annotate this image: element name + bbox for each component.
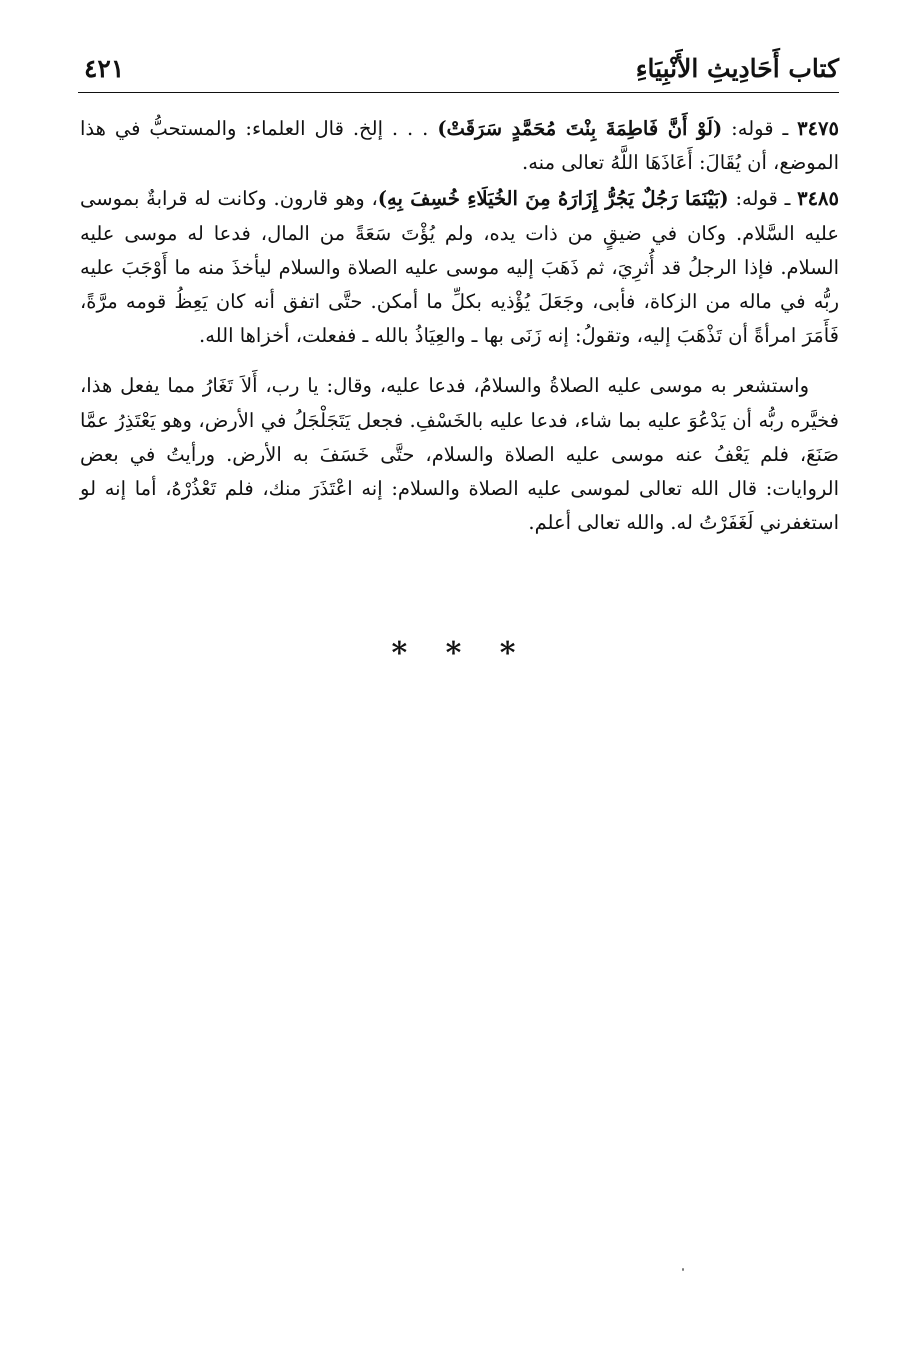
continuation-paragraph: واستشعر به موسى عليه الصلاةُ والسلامُ، فدعا عليه، وقال: يا رب، أَلاَ تَغَارُ مما يفعل هذا، فخيَّره ربُّه أن يَدْعُوَ عليه بما شاء، فدعا عليه بالخَسْفِ. فجعل يَتَجَلْجَلُ في الأرض، وهو يَعْتَذِرُ عمَّا صَنَعَ، فلم يَعْفُ عنه موسى عليه الصلاة والسلام، حتَّى خَسَفَ به الأرض. ورأيتُ في بعض الروايات: قال الله تعالى لموسى عليه الصلاة والسلام: إنه اعْتَذَرَ منك، فلم تَعْذُرْهُ، أما إنه لو استغفرني لَغَفَرْتُ له. والله تعالى أعلم. [80,374,839,535]
hadith-quote: (لَوْ أَنَّ فَاطِمَةَ بِنْتَ مُحَمَّدٍ سَرَقَتْ) [437,117,723,140]
entry-text: . . . إلخ. قال العلماء: والمستحبُّ في هذا الموضع، أن يُقَالَ: أَعَاذَهَا اللَّهُ تعالى منه. [80,117,839,175]
section-separator: * * * [391,636,530,671]
commentary-entry-3485 [80,182,839,353]
entry-prefix: ـ قوله: [722,117,798,140]
hadith-quote: (بَيْنَمَا رَجُلٌ يَجُرُّ إِزَارَهُ مِنَ الخُيَلَاءِ خُسِفَ بِهِ) [377,187,729,211]
commentary-entry-3475 [80,112,839,180]
text-body [80,112,839,540]
entry-prefix: ـ قوله: [728,187,798,211]
entry-text: ، وهو قارون. وكانت له قرابةٌ بموسى عليه السَّلام. وكان في ضيقٍ من ذات يده، ولم يُؤْتَ سَعَةً من المال، فدعا له موسى عليه السلام. فإذا الرجلُ قد أُثرِيَ، ثم ذَهَبَ إليه موسى عليه الصلاة والسلام ليأخذَ منه ما أَوْجَبَ عليه ربُّه في ماله من الزكاة، فأبى، وجَعَلَ يُؤْذيه بكلِّ ما أمكن. حتَّى اتفق أنه كان يَعِظُ قومه مرَّةً، فَأَمَرَ امرأةً أن تَذْهَبَ إليه، وتقولُ: إنه زَنَى بها ـ والعِيَاذُ بالله ـ ففعلت، أخزاها الله. [80,187,839,348]
hadith-number: ٣٤٨٥ [797,187,840,211]
scan-speck [682,1268,684,1271]
running-title: كتاب أَحَادِيثِ الأَنْبِيَاءِ [635,54,839,83]
hadith-number: ٣٤٧٥ [797,117,840,140]
page-header [78,48,839,93]
page-number: ٤٢١ [84,54,125,83]
